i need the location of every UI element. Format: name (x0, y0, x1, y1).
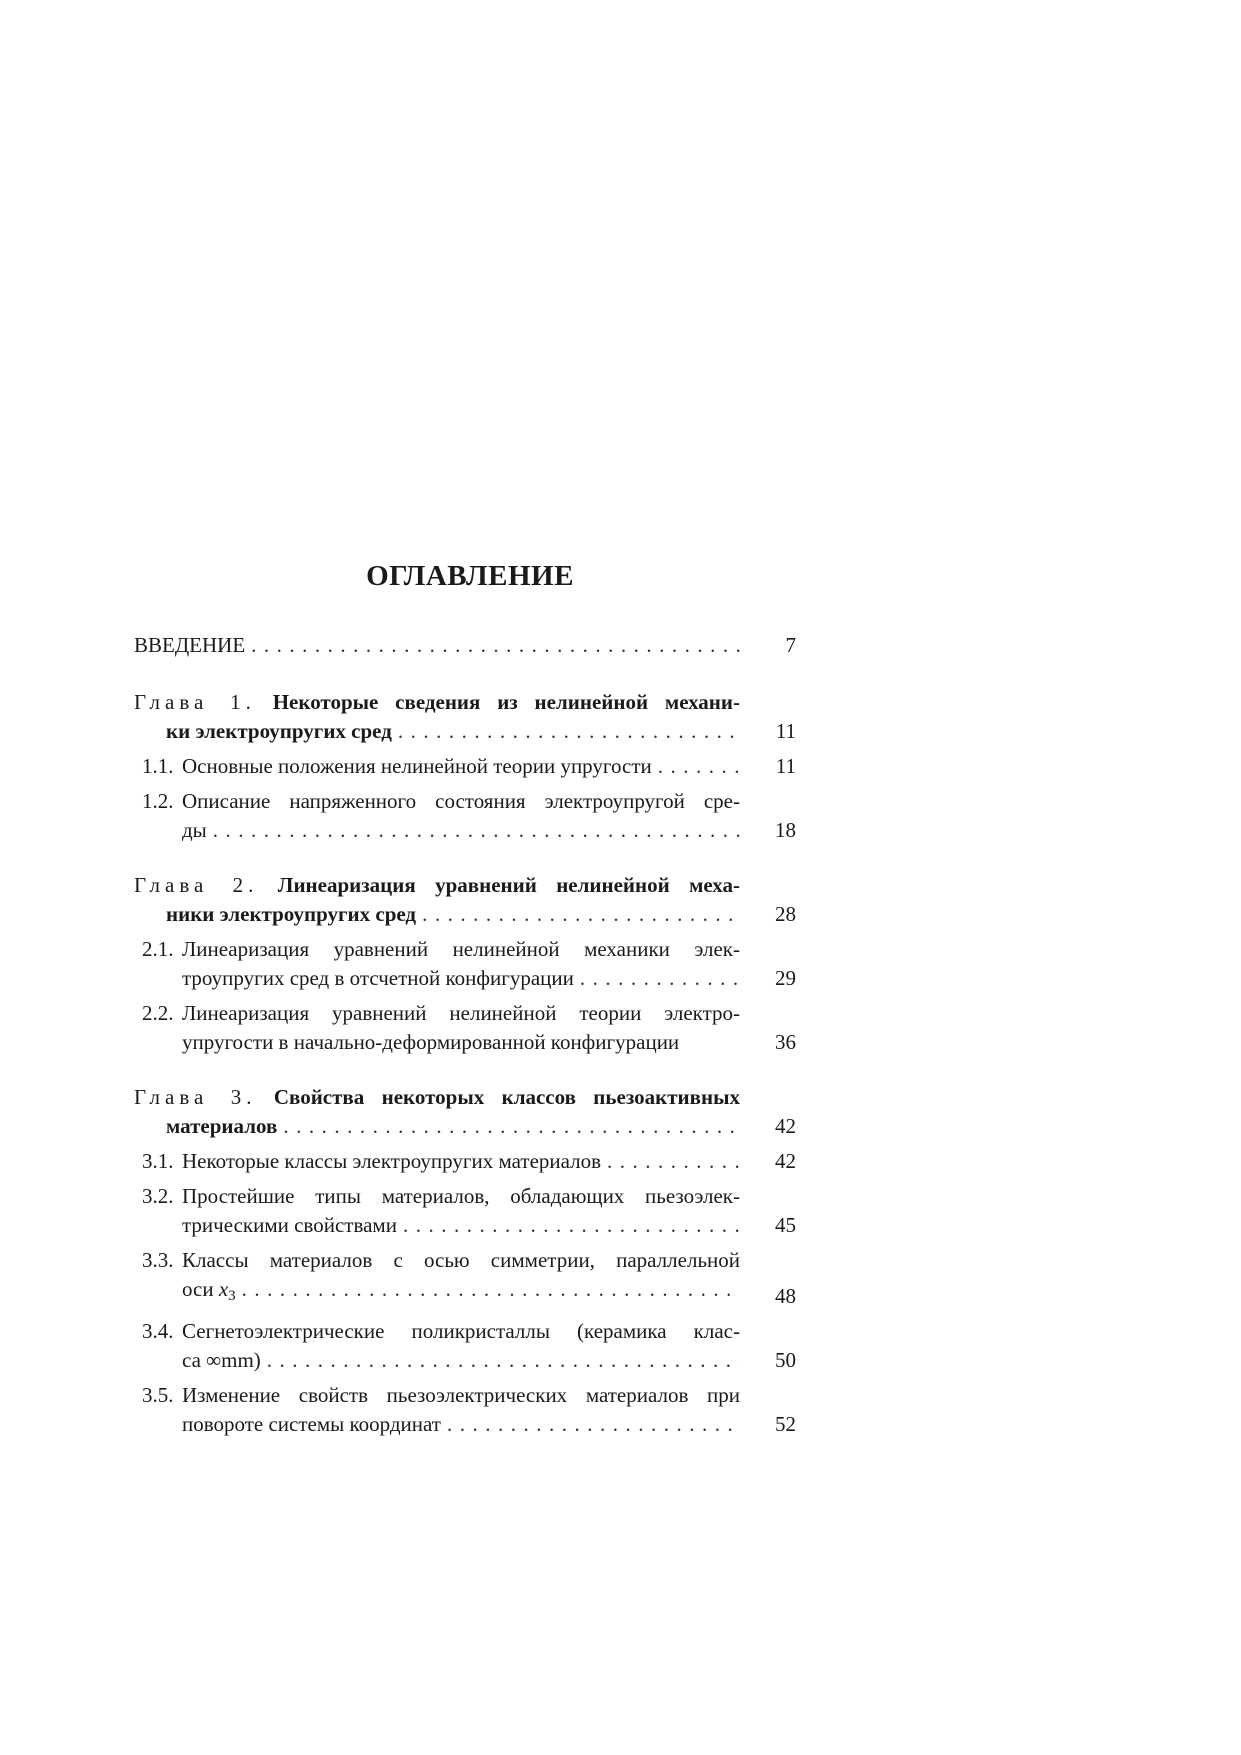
chapter-label: Глава 3. (134, 1085, 257, 1109)
section-title-line2: повороте системы координат (182, 1412, 441, 1436)
entry-text: ВВЕДЕНИЕ (134, 633, 246, 657)
math-subscript: 3 (228, 1288, 236, 1304)
toc-section-3-3[interactable] (134, 1246, 796, 1311)
toc-section-2-1[interactable] (134, 935, 796, 993)
toc-section-2-2[interactable] (134, 999, 796, 1057)
section-number: 1.2. (142, 789, 174, 813)
chapter-label: Глава 1. (134, 690, 256, 714)
page-number: 36 (775, 1030, 796, 1054)
math-variable: x (218, 1277, 229, 1301)
leader-dots (607, 1147, 740, 1176)
chapter-title-line1: Линеаризация уравнений нелинейной меха- (277, 873, 740, 897)
section-title-line2: трическими свойствами (182, 1213, 397, 1237)
section-title-line1: Изменение свойств пьезоэлектрических материалов при (182, 1383, 740, 1407)
section-title-line1: Простейшие типы материалов, обладающих пьезоэлек- (182, 1184, 740, 1208)
section-title-line2: оси (182, 1277, 214, 1301)
page-number: 11 (775, 754, 796, 778)
page-number: 29 (775, 966, 796, 990)
section-number: 2.1. (142, 937, 174, 961)
page-number: 11 (775, 719, 796, 743)
section-number: 3.2. (142, 1184, 174, 1208)
section-number: 1.1. (142, 754, 174, 778)
section-title-line1: Описание напряженного состояния электроупругой сре- (182, 789, 740, 813)
section-title-line2: ды (182, 818, 207, 842)
page-number: 42 (775, 1114, 796, 1138)
page-number: 50 (775, 1348, 796, 1372)
section-number: 3.1. (142, 1149, 174, 1173)
section-title-line1: Сегнетоэлектрические поликристаллы (керамика клас- (182, 1319, 740, 1343)
toc-entry-intro[interactable] (134, 631, 796, 660)
chapter-title-line2: материалов (166, 1114, 278, 1138)
leader-dots (213, 816, 740, 845)
leader-dots (267, 1346, 740, 1375)
page-number: 18 (775, 818, 796, 842)
chapter-title-line1: Свойства некоторых классов пьезоактивных (273, 1085, 740, 1109)
toc-section-3-1[interactable] (134, 1147, 796, 1176)
toc-section-3-2[interactable] (134, 1182, 796, 1240)
page-number: 45 (775, 1213, 796, 1237)
page-number: 28 (775, 902, 796, 926)
toc-section-1-1[interactable] (134, 752, 796, 781)
section-title-line1: Классы материалов с осью симметрии, параллельной (182, 1248, 740, 1272)
leader-dots (403, 1211, 740, 1240)
section-title-line2: са ∞mm) (182, 1348, 261, 1372)
toc-chapter-1[interactable] (134, 688, 796, 746)
section-title-line1: Линеаризация уравнений нелинейной механики элек- (182, 937, 740, 961)
chapter-label: Глава 2. (134, 873, 259, 897)
section-number: 3.4. (142, 1319, 174, 1343)
leader-dots (242, 1275, 740, 1304)
section-title-line2: упругости в начально-деформированной конфигурации (182, 1030, 680, 1054)
section-title-line2-wrap (182, 1275, 242, 1311)
section-number: 3.5. (142, 1383, 174, 1407)
chapter-title-line2: ники электроупругих сред (166, 902, 417, 926)
page-number: 52 (775, 1412, 796, 1436)
leader-dots (283, 1112, 740, 1141)
page-number: 42 (775, 1149, 796, 1173)
leader-dots (580, 964, 740, 993)
section-title-line1: Линеаризация уравнений нелинейной теории электро- (182, 1001, 740, 1025)
leader-dots (398, 717, 740, 746)
chapter-title-line2: ки электроупругих сред (166, 719, 392, 743)
table-of-contents (134, 560, 796, 1439)
toc-section-1-2[interactable] (134, 787, 796, 845)
page-title: ОГЛАВЛЕНИЕ (366, 560, 574, 592)
section-number: 2.2. (142, 1001, 174, 1025)
page-number: 7 (785, 633, 796, 657)
chapter-title-line1: Некоторые сведения из нелинейной механи- (272, 690, 741, 714)
section-title: Некоторые классы электроупругих материалов (182, 1149, 602, 1173)
leader-dots (422, 900, 740, 929)
toc-section-3-5[interactable] (134, 1381, 796, 1439)
page-number: 48 (775, 1284, 796, 1308)
section-title: Основные положения нелинейной теории упругости (182, 754, 652, 778)
section-number: 3.3. (142, 1248, 174, 1272)
toc-section-3-4[interactable] (134, 1317, 796, 1375)
leader-dots (447, 1410, 740, 1439)
toc-chapter-3[interactable] (134, 1083, 796, 1141)
leader-dots (658, 752, 740, 781)
section-title-line2: троупругих сред в отсчетной конфигурации (182, 966, 574, 990)
leader-dots (251, 631, 740, 660)
toc-chapter-2[interactable] (134, 871, 796, 929)
